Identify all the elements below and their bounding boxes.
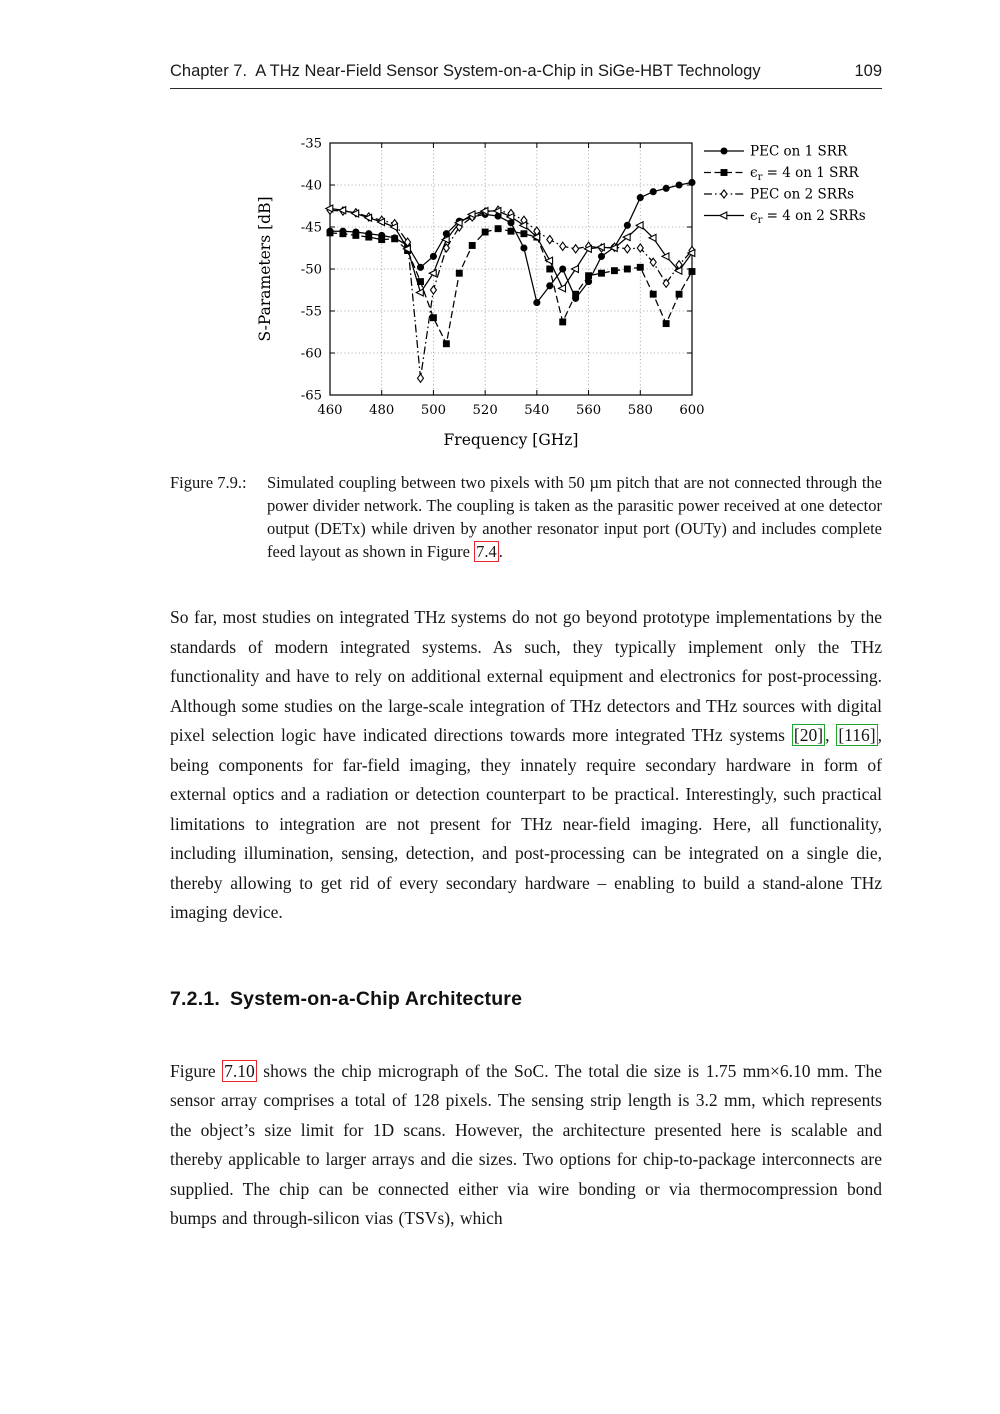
paragraph-2 <box>170 1057 882 1234</box>
text-run: , <box>825 725 837 745</box>
svg-text:-65: -65 <box>300 388 322 404</box>
svg-text:-60: -60 <box>300 346 322 362</box>
svg-text:-40: -40 <box>300 178 322 194</box>
svg-text:ϵr = 4 on 2 SRRs: $\epsilon_r = 4$ on 2 SRRs <box>750 208 866 226</box>
running-header-title: Chapter 7. A THz Near-Field Sensor System-on-a-Chip in SiGe-HBT Technology <box>170 62 761 80</box>
text-run: , being components for far-field imaging, they innately require secondary hardware in form of external optics and a radiation or detection counterpart to be practical. Interestingly, such practical limitations to integration are not present for THz near-field imaging. Here, all functionality, including illumination, sensing, detection, and post-processing can be integrated on a single die, thereby allowing to get rid of every secondary hardware – enabling to build a stand-alone THz imaging device. <box>170 725 882 922</box>
svg-text:460: 460 <box>317 403 343 418</box>
figure-7-9 <box>170 127 882 563</box>
text-run: So far, most studies on integrated THz systems do not go beyond prototype implementations by the standards of modern integrated systems. As such, they typically implement only the THz functionality and have to rely on additional external equipment and electronics for post-processing. Although some studies on the large-scale integration of THz detectors and THz sources with digital pixel selection logic have indicated directions towards more integrated THz systems <box>170 607 882 745</box>
svg-text:600: 600 <box>679 403 705 418</box>
section-heading: 7.2.1. System-on-a-Chip Architecture <box>170 987 523 1010</box>
svg-text:PEC on 2 SRRs: PEC on 2 SRRs <box>750 186 855 203</box>
figure-caption <box>170 471 882 563</box>
svg-text:480: 480 <box>369 403 395 418</box>
text-column <box>170 0 882 1234</box>
svg-text:S-Parameters [dB]: S-Parameters [dB] <box>256 196 274 342</box>
text-run: . <box>498 542 503 561</box>
text-run: Figure <box>170 1060 223 1081</box>
svg-text:-35: -35 <box>300 136 322 152</box>
svg-text:-50: -50 <box>300 262 322 278</box>
coupling-chart <box>250 127 890 459</box>
svg-text:PEC on 1 SRR: PEC on 1 SRR <box>750 143 848 160</box>
text-run: Simulated coupling between two pixels with 50 µm pitch that are not connected through the power divider network. The coupling is taken as the parasitic power received at one detector output (DETx) while driven by another resonator input port (OUTy) and includes complete feed layout as shown in Figure <box>267 473 882 561</box>
svg-text:-55: -55 <box>300 304 322 320</box>
svg-text:520: 520 <box>472 403 498 418</box>
svg-text:580: 580 <box>627 403 653 418</box>
svg-text:560: 560 <box>575 403 602 418</box>
text-run: shows the chip micrograph of the SoC. The total die size is 1.75 mm×6.10 mm. The sensor array comprises a total of 128 pixels. The sensing strip length is 3.2 mm, which represents the object’s size limit for 1D scans. However, the architecture presented here is scalable and thereby applicable to larger arrays and die sizes. Two options for chip-to-package interconnects are supplied. The chip can be connected either via wire bonding or via thermocompression bond bumps and through-silicon vias (TSVs), which <box>170 1060 882 1228</box>
figure-caption-label: Figure 7.9.: <box>170 473 247 492</box>
figure-ref-7-4[interactable]: 7.4 <box>476 542 497 561</box>
svg-text:500: 500 <box>420 403 447 418</box>
page-number: 109 <box>854 62 882 80</box>
figure-ref-7-10[interactable]: 7.10 <box>224 1060 255 1081</box>
svg-text:Frequency [GHz]: Frequency [GHz] <box>443 431 579 449</box>
citation-116[interactable]: [116] <box>838 725 876 745</box>
citation-20[interactable]: [20] <box>793 725 824 745</box>
paragraph-1 <box>170 603 882 928</box>
figure-caption-text <box>267 471 882 563</box>
svg-text:-45: -45 <box>300 220 322 236</box>
svg-text:540: 540 <box>524 403 550 418</box>
running-header <box>170 62 882 89</box>
svg-text:ϵr = 4 on 1 SRR: $\epsilon_r = 4$ on 1 SRR <box>750 165 859 183</box>
